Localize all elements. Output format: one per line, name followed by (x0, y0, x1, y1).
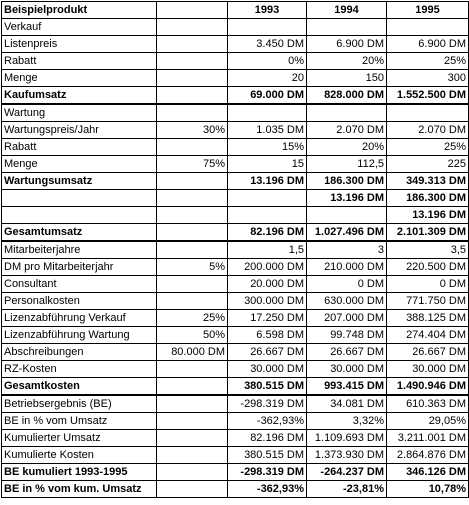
cell-y1995[interactable]: 13.196 DM (387, 207, 469, 224)
cell-y1993[interactable]: 300.000 DM (228, 293, 307, 310)
cell-y1994[interactable]: 6.900 DM (307, 36, 387, 53)
cell-param[interactable] (157, 430, 228, 447)
table-row (2, 207, 469, 224)
cell-y1995[interactable]: 10,78% (387, 481, 469, 498)
cell-y1993[interactable]: 20 (228, 70, 307, 87)
cell-y1993[interactable]: 200.000 DM (228, 259, 307, 276)
header-cell-product[interactable]: Beispielprodukt (2, 2, 157, 19)
header-cell-1994[interactable]: 1994 (307, 2, 387, 19)
cell-y1995[interactable]: 3,5 (387, 241, 469, 259)
cell-y1994[interactable]: -23,81% (307, 481, 387, 498)
table-row (2, 413, 469, 430)
cell-y1994[interactable]: 186.300 DM (307, 173, 387, 190)
cell-y1995[interactable] (387, 104, 469, 122)
table-row (2, 464, 469, 481)
cell-label[interactable]: Lizenzabführung Verkauf (2, 310, 157, 327)
cell-y1995[interactable]: 2.101.309 DM (387, 224, 469, 242)
cell-y1993[interactable]: 82.196 DM (228, 224, 307, 242)
table-row (2, 19, 469, 36)
cell-y1995[interactable]: 25% (387, 53, 469, 70)
cell-label[interactable]: Personalkosten (2, 293, 157, 310)
cell-label[interactable]: BE in % vom Umsatz (2, 413, 157, 430)
cell-y1994[interactable]: 112,5 (307, 156, 387, 173)
cell-y1994[interactable]: 1.109.693 DM (307, 430, 387, 447)
cell-y1993[interactable]: 380.515 DM (228, 378, 307, 396)
cell-param[interactable] (157, 293, 228, 310)
table-row (2, 190, 469, 207)
table-row (2, 173, 469, 190)
cell-y1993[interactable]: 82.196 DM (228, 430, 307, 447)
cell-label[interactable]: BE in % vom kum. Umsatz (2, 481, 157, 498)
table-row (2, 139, 469, 156)
cell-param[interactable]: 25% (157, 310, 228, 327)
cell-y1994[interactable]: 13.196 DM (307, 190, 387, 207)
cell-y1994[interactable]: 3 (307, 241, 387, 259)
cell-y1994[interactable]: 993.415 DM (307, 378, 387, 396)
cell-param[interactable] (157, 241, 228, 259)
cell-y1995[interactable]: 6.900 DM (387, 36, 469, 53)
table-row (2, 104, 469, 122)
cell-label[interactable]: Wartung (2, 104, 157, 122)
cell-y1994[interactable]: 99.748 DM (307, 327, 387, 344)
cell-param[interactable] (157, 53, 228, 70)
cell-y1994[interactable]: 630.000 DM (307, 293, 387, 310)
cell-y1995[interactable]: 30.000 DM (387, 361, 469, 378)
cell-y1994[interactable]: 20% (307, 139, 387, 156)
cell-y1994[interactable]: 20% (307, 53, 387, 70)
cell-y1995[interactable]: 610.363 DM (387, 395, 469, 413)
cell-param[interactable] (157, 173, 228, 190)
cell-y1993[interactable] (228, 104, 307, 122)
cell-y1995[interactable]: 2.864.876 DM (387, 447, 469, 464)
cell-label[interactable]: Menge (2, 156, 157, 173)
cell-y1993[interactable]: 1,5 (228, 241, 307, 259)
cell-label[interactable]: Betriebsergebnis (BE) (2, 395, 157, 413)
cell-y1994[interactable]: 0 DM (307, 276, 387, 293)
cell-y1995[interactable]: 1.490.946 DM (387, 378, 469, 396)
cell-label[interactable]: RZ-Kosten (2, 361, 157, 378)
cell-y1993[interactable]: -298.319 DM (228, 395, 307, 413)
cell-y1993[interactable]: 380.515 DM (228, 447, 307, 464)
header-row (2, 2, 469, 19)
cell-y1993[interactable] (228, 207, 307, 224)
cell-param[interactable] (157, 464, 228, 481)
cell-label[interactable]: Rabatt (2, 53, 157, 70)
cell-y1994[interactable]: 828.000 DM (307, 87, 387, 105)
cell-y1994[interactable] (307, 207, 387, 224)
cell-y1993[interactable]: 30.000 DM (228, 361, 307, 378)
cell-param[interactable]: 80.000 DM (157, 344, 228, 361)
table-row (2, 327, 469, 344)
cell-y1995[interactable]: 186.300 DM (387, 190, 469, 207)
table-row (2, 276, 469, 293)
table-row (2, 259, 469, 276)
calculation-table (1, 1, 469, 498)
table-row (2, 447, 469, 464)
cell-y1995[interactable]: 225 (387, 156, 469, 173)
cell-y1994[interactable]: 207.000 DM (307, 310, 387, 327)
table-row (2, 122, 469, 139)
cell-label[interactable]: Menge (2, 70, 157, 87)
table-row (2, 156, 469, 173)
cell-param[interactable]: 75% (157, 156, 228, 173)
cell-param[interactable] (157, 361, 228, 378)
table-row (2, 87, 469, 105)
table-row (2, 378, 469, 396)
cell-y1995[interactable]: 274.404 DM (387, 327, 469, 344)
cell-label[interactable]: Consultant (2, 276, 157, 293)
cell-y1993[interactable]: -362,93% (228, 413, 307, 430)
cell-y1993[interactable]: 6.598 DM (228, 327, 307, 344)
spreadsheet (0, 1, 469, 505)
cell-param[interactable] (157, 224, 228, 242)
table-row (2, 293, 469, 310)
cell-label[interactable]: Kumulierte Kosten (2, 447, 157, 464)
cell-label[interactable]: DM pro Mitarbeiterjahr (2, 259, 157, 276)
table-row (2, 344, 469, 361)
cell-label[interactable]: BE kumuliert 1993-1995 (2, 464, 157, 481)
table-row (2, 53, 469, 70)
cell-y1994[interactable]: 1.027.496 DM (307, 224, 387, 242)
cell-y1993[interactable] (228, 190, 307, 207)
cell-y1995[interactable]: 29,05% (387, 413, 469, 430)
cell-y1995[interactable]: 0 DM (387, 276, 469, 293)
cell-y1993[interactable]: 15 (228, 156, 307, 173)
cell-label[interactable]: Abschreibungen (2, 344, 157, 361)
table-row (2, 224, 469, 242)
cell-param[interactable] (157, 36, 228, 53)
cell-y1993[interactable]: 69.000 DM (228, 87, 307, 105)
cell-y1993[interactable]: -298.319 DM (228, 464, 307, 481)
cell-y1994[interactable]: 1.373.930 DM (307, 447, 387, 464)
cell-param[interactable]: 5% (157, 259, 228, 276)
cell-y1994[interactable]: 34.081 DM (307, 395, 387, 413)
cell-param[interactable] (157, 139, 228, 156)
cell-param[interactable] (157, 104, 228, 122)
cell-label[interactable] (2, 190, 157, 207)
cell-y1993[interactable]: -362,93% (228, 481, 307, 498)
cell-y1995[interactable]: 25% (387, 139, 469, 156)
cell-y1993[interactable]: 3.450 DM (228, 36, 307, 53)
table-row (2, 70, 469, 87)
cell-param[interactable] (157, 276, 228, 293)
table-row (2, 241, 469, 259)
cell-y1994[interactable] (307, 19, 387, 36)
cell-y1993[interactable]: 26.667 DM (228, 344, 307, 361)
cell-y1993[interactable]: 20.000 DM (228, 276, 307, 293)
cell-param[interactable] (157, 19, 228, 36)
cell-y1995[interactable]: 771.750 DM (387, 293, 469, 310)
cell-y1995[interactable]: 3.211.001 DM (387, 430, 469, 447)
cell-y1993[interactable]: 17.250 DM (228, 310, 307, 327)
cell-y1994[interactable]: 150 (307, 70, 387, 87)
cell-y1994[interactable] (307, 104, 387, 122)
header-cell-param[interactable] (157, 2, 228, 19)
cell-y1994[interactable]: 3,32% (307, 413, 387, 430)
cell-y1995[interactable]: 388.125 DM (387, 310, 469, 327)
cell-param[interactable] (157, 207, 228, 224)
cell-label[interactable]: Wartungsumsatz (2, 173, 157, 190)
table-row (2, 481, 469, 498)
cell-y1995[interactable]: 2.070 DM (387, 122, 469, 139)
cell-y1993[interactable]: 0% (228, 53, 307, 70)
cell-y1995[interactable]: 346.126 DM (387, 464, 469, 481)
cell-param[interactable]: 30% (157, 122, 228, 139)
cell-y1995[interactable]: 300 (387, 70, 469, 87)
cell-label[interactable]: Listenpreis (2, 36, 157, 53)
table-row (2, 361, 469, 378)
table-row (2, 395, 469, 413)
cell-label[interactable]: Kaufumsatz (2, 87, 157, 105)
cell-y1994[interactable]: -264.237 DM (307, 464, 387, 481)
cell-label[interactable]: Verkauf (2, 19, 157, 36)
cell-y1995[interactable]: 26.667 DM (387, 344, 469, 361)
table-row (2, 36, 469, 53)
cell-label[interactable]: Kumulierter Umsatz (2, 430, 157, 447)
cell-y1995[interactable]: 1.552.500 DM (387, 87, 469, 105)
cell-label[interactable]: Wartungspreis/Jahr (2, 122, 157, 139)
cell-param[interactable] (157, 447, 228, 464)
cell-param[interactable] (157, 395, 228, 413)
cell-y1994[interactable]: 2.070 DM (307, 122, 387, 139)
cell-y1994[interactable]: 30.000 DM (307, 361, 387, 378)
cell-y1995[interactable] (387, 19, 469, 36)
cell-param[interactable] (157, 70, 228, 87)
cell-param[interactable] (157, 87, 228, 105)
cell-y1995[interactable]: 349.313 DM (387, 173, 469, 190)
cell-param[interactable] (157, 378, 228, 396)
header-cell-1993[interactable]: 1993 (228, 2, 307, 19)
cell-label[interactable]: Gesamtkosten (2, 378, 157, 396)
cell-param[interactable] (157, 413, 228, 430)
cell-label[interactable]: Rabatt (2, 139, 157, 156)
table-row (2, 310, 469, 327)
cell-y1993[interactable]: 15% (228, 139, 307, 156)
cell-label[interactable]: Lizenzabführung Wartung (2, 327, 157, 344)
cell-y1995[interactable]: 220.500 DM (387, 259, 469, 276)
cell-y1994[interactable]: 26.667 DM (307, 344, 387, 361)
cell-param[interactable] (157, 481, 228, 498)
cell-y1993[interactable] (228, 19, 307, 36)
cell-param[interactable]: 50% (157, 327, 228, 344)
cell-label[interactable] (2, 207, 157, 224)
cell-y1993[interactable]: 13.196 DM (228, 173, 307, 190)
cell-label[interactable]: Mitarbeiterjahre (2, 241, 157, 259)
table-row (2, 430, 469, 447)
header-cell-1995[interactable]: 1995 (387, 2, 469, 19)
cell-y1994[interactable]: 210.000 DM (307, 259, 387, 276)
cell-y1993[interactable]: 1.035 DM (228, 122, 307, 139)
cell-label[interactable]: Gesamtumsatz (2, 224, 157, 242)
cell-param[interactable] (157, 190, 228, 207)
